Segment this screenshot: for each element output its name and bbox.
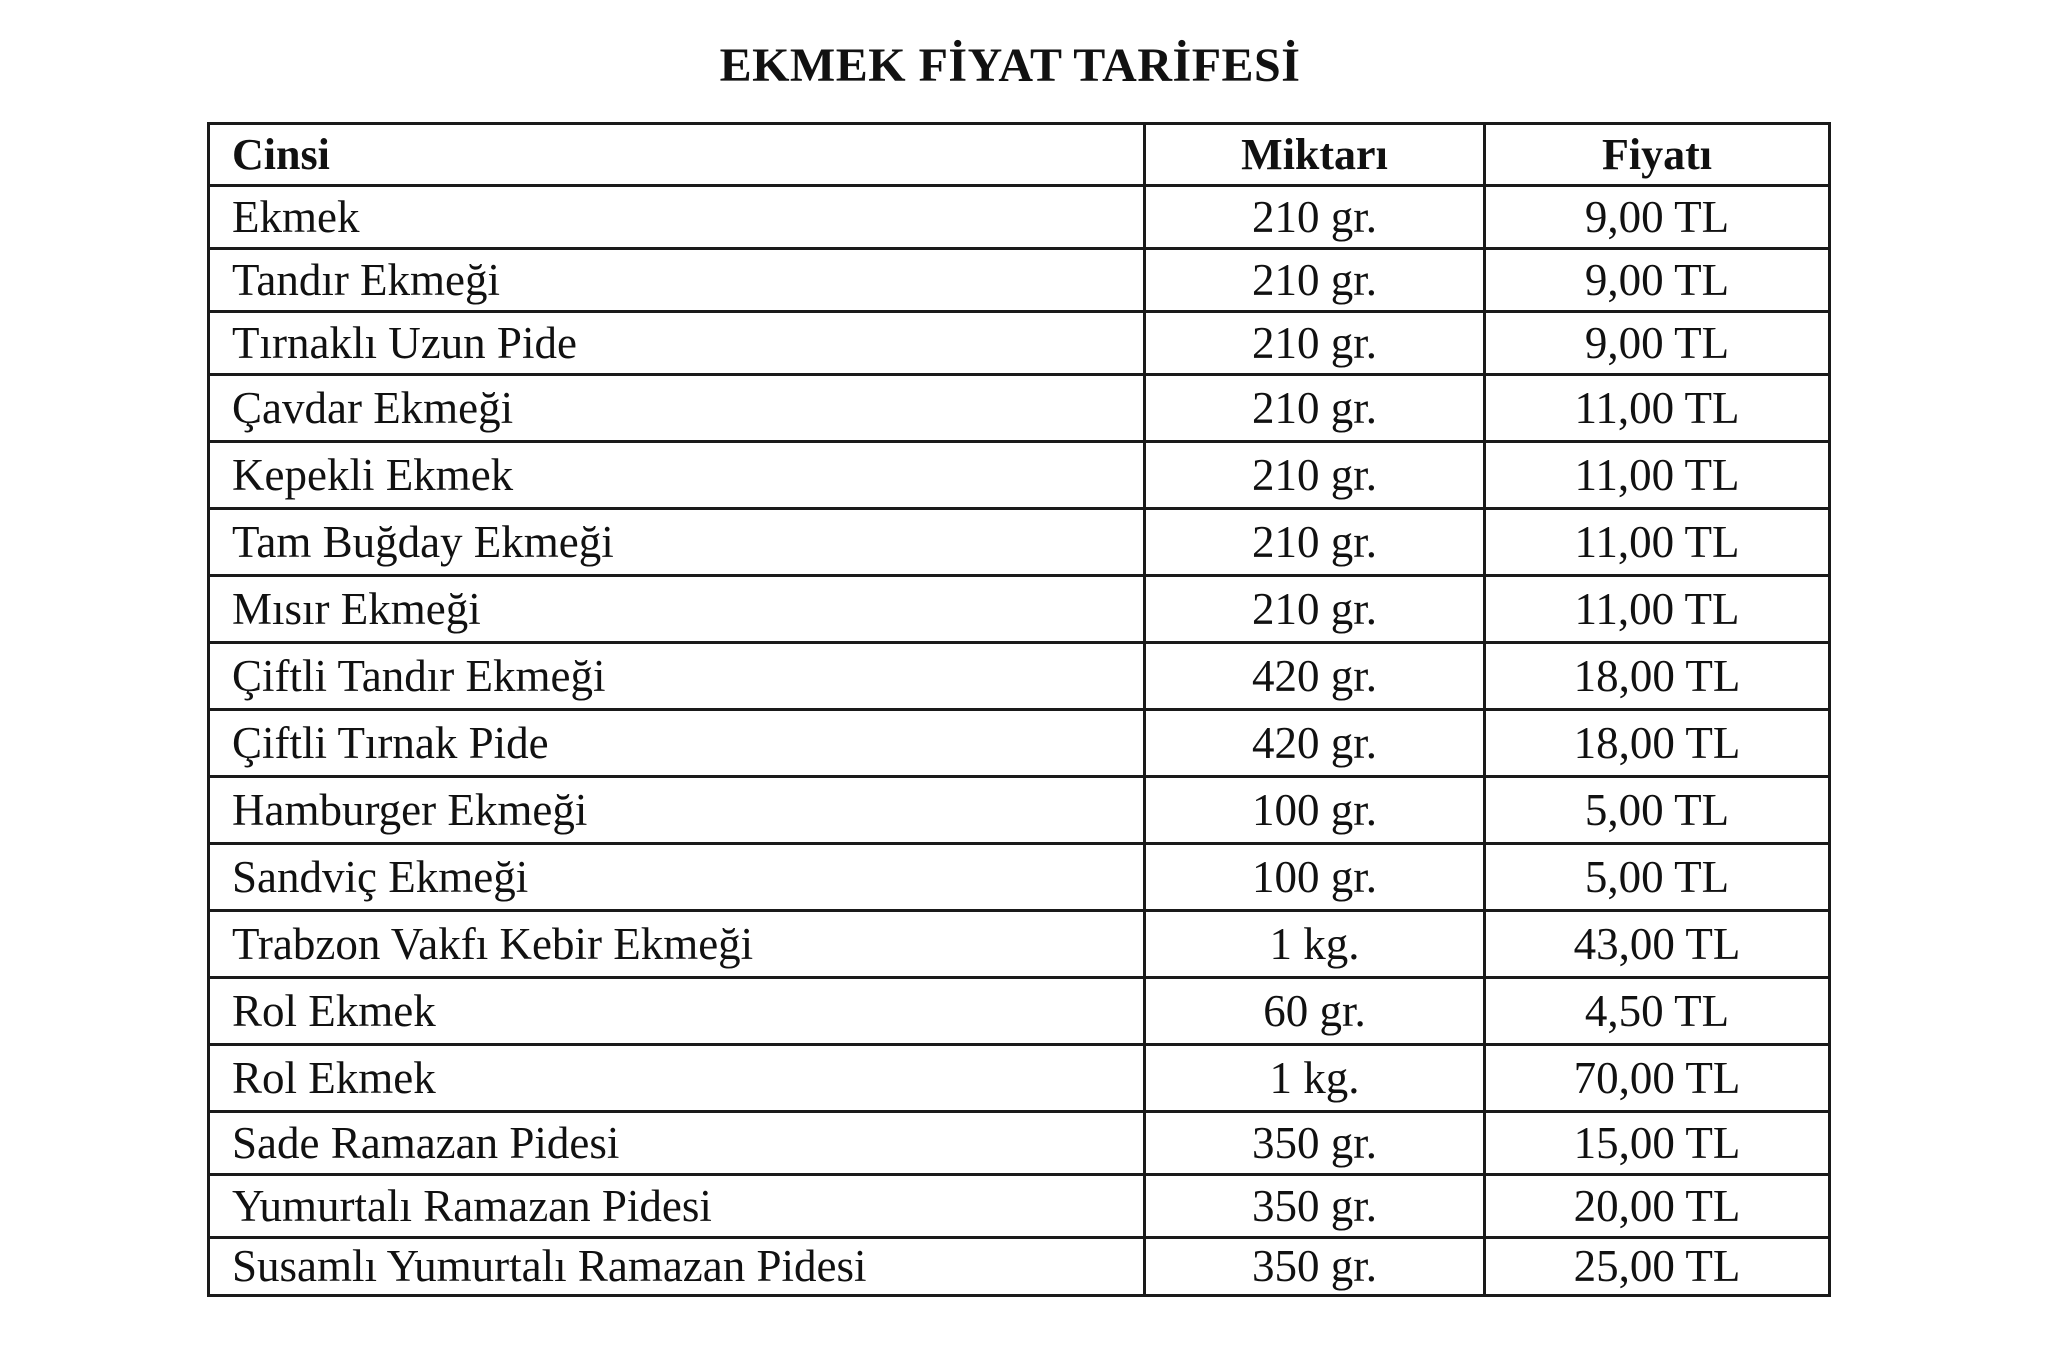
table-row: [209, 911, 1830, 978]
bread-type-cell: Rol Ekmek: [209, 978, 1145, 1045]
table-row: [209, 442, 1830, 509]
amount-cell: 210 gr.: [1145, 249, 1485, 312]
bread-type-cell: Çiftli Tandır Ekmeği: [209, 643, 1145, 710]
price-cell: 18,00 TL: [1485, 643, 1830, 710]
bread-type-cell: Mısır Ekmeği: [209, 576, 1145, 643]
price-cell: 9,00 TL: [1485, 312, 1830, 375]
price-table: [207, 122, 1831, 1297]
bread-type-cell: Kepekli Ekmek: [209, 442, 1145, 509]
amount-cell: 350 gr.: [1145, 1175, 1485, 1238]
bread-type-cell: Ekmek: [209, 186, 1145, 249]
table-row: [209, 777, 1830, 844]
price-cell: 5,00 TL: [1485, 777, 1830, 844]
table-row: [209, 576, 1830, 643]
price-cell: 20,00 TL: [1485, 1175, 1830, 1238]
amount-cell: 210 gr.: [1145, 375, 1485, 442]
amount-cell: 210 gr.: [1145, 509, 1485, 576]
table-row: [209, 1112, 1830, 1175]
bread-type-cell: Sandviç Ekmeği: [209, 844, 1145, 911]
column-header-type: Cinsi: [209, 124, 1145, 186]
amount-cell: 350 gr.: [1145, 1238, 1485, 1296]
table-row: [209, 1175, 1830, 1238]
price-cell: 11,00 TL: [1485, 509, 1830, 576]
table-row: [209, 643, 1830, 710]
table-row: [209, 249, 1830, 312]
table-row: [209, 844, 1830, 911]
price-cell: 5,00 TL: [1485, 844, 1830, 911]
price-cell: 70,00 TL: [1485, 1045, 1830, 1112]
bread-type-cell: Çiftli Tırnak Pide: [209, 710, 1145, 777]
price-cell: 15,00 TL: [1485, 1112, 1830, 1175]
amount-cell: 1 kg.: [1145, 1045, 1485, 1112]
page-title: EKMEK FİYAT TARİFESİ: [719, 39, 1301, 92]
table-row: [209, 1045, 1830, 1112]
amount-cell: 210 gr.: [1145, 442, 1485, 509]
amount-cell: 1 kg.: [1145, 911, 1485, 978]
price-cell: 9,00 TL: [1485, 186, 1830, 249]
table-row: [209, 509, 1830, 576]
bread-type-cell: Sade Ramazan Pidesi: [209, 1112, 1145, 1175]
amount-cell: 210 gr.: [1145, 312, 1485, 375]
price-cell: 11,00 TL: [1485, 375, 1830, 442]
amount-cell: 350 gr.: [1145, 1112, 1485, 1175]
bread-type-cell: Susamlı Yumurtalı Ramazan Pidesi: [209, 1238, 1145, 1296]
bread-type-cell: Yumurtalı Ramazan Pidesi: [209, 1175, 1145, 1238]
table-header-row: [209, 124, 1830, 186]
bread-type-cell: Çavdar Ekmeği: [209, 375, 1145, 442]
price-cell: 43,00 TL: [1485, 911, 1830, 978]
bread-type-cell: Rol Ekmek: [209, 1045, 1145, 1112]
table-row: [209, 978, 1830, 1045]
table-row: [209, 710, 1830, 777]
column-header-price: Fiyatı: [1485, 124, 1830, 186]
table-row: [209, 186, 1830, 249]
bread-type-cell: Trabzon Vakfı Kebir Ekmeği: [209, 911, 1145, 978]
table-row: [209, 1238, 1830, 1296]
bread-type-cell: Tırnaklı Uzun Pide: [209, 312, 1145, 375]
price-cell: 9,00 TL: [1485, 249, 1830, 312]
amount-cell: 100 gr.: [1145, 777, 1485, 844]
bread-type-cell: Hamburger Ekmeği: [209, 777, 1145, 844]
price-cell: 11,00 TL: [1485, 576, 1830, 643]
column-header-amount: Miktarı: [1145, 124, 1485, 186]
amount-cell: 210 gr.: [1145, 186, 1485, 249]
price-cell: 18,00 TL: [1485, 710, 1830, 777]
amount-cell: 420 gr.: [1145, 643, 1485, 710]
amount-cell: 210 gr.: [1145, 576, 1485, 643]
price-cell: 25,00 TL: [1485, 1238, 1830, 1296]
table-row: [209, 375, 1830, 442]
amount-cell: 60 gr.: [1145, 978, 1485, 1045]
bread-type-cell: Tam Buğday Ekmeği: [209, 509, 1145, 576]
bread-type-cell: Tandır Ekmeği: [209, 249, 1145, 312]
price-cell: 11,00 TL: [1485, 442, 1830, 509]
price-cell: 4,50 TL: [1485, 978, 1830, 1045]
amount-cell: 420 gr.: [1145, 710, 1485, 777]
table-row: [209, 312, 1830, 375]
amount-cell: 100 gr.: [1145, 844, 1485, 911]
